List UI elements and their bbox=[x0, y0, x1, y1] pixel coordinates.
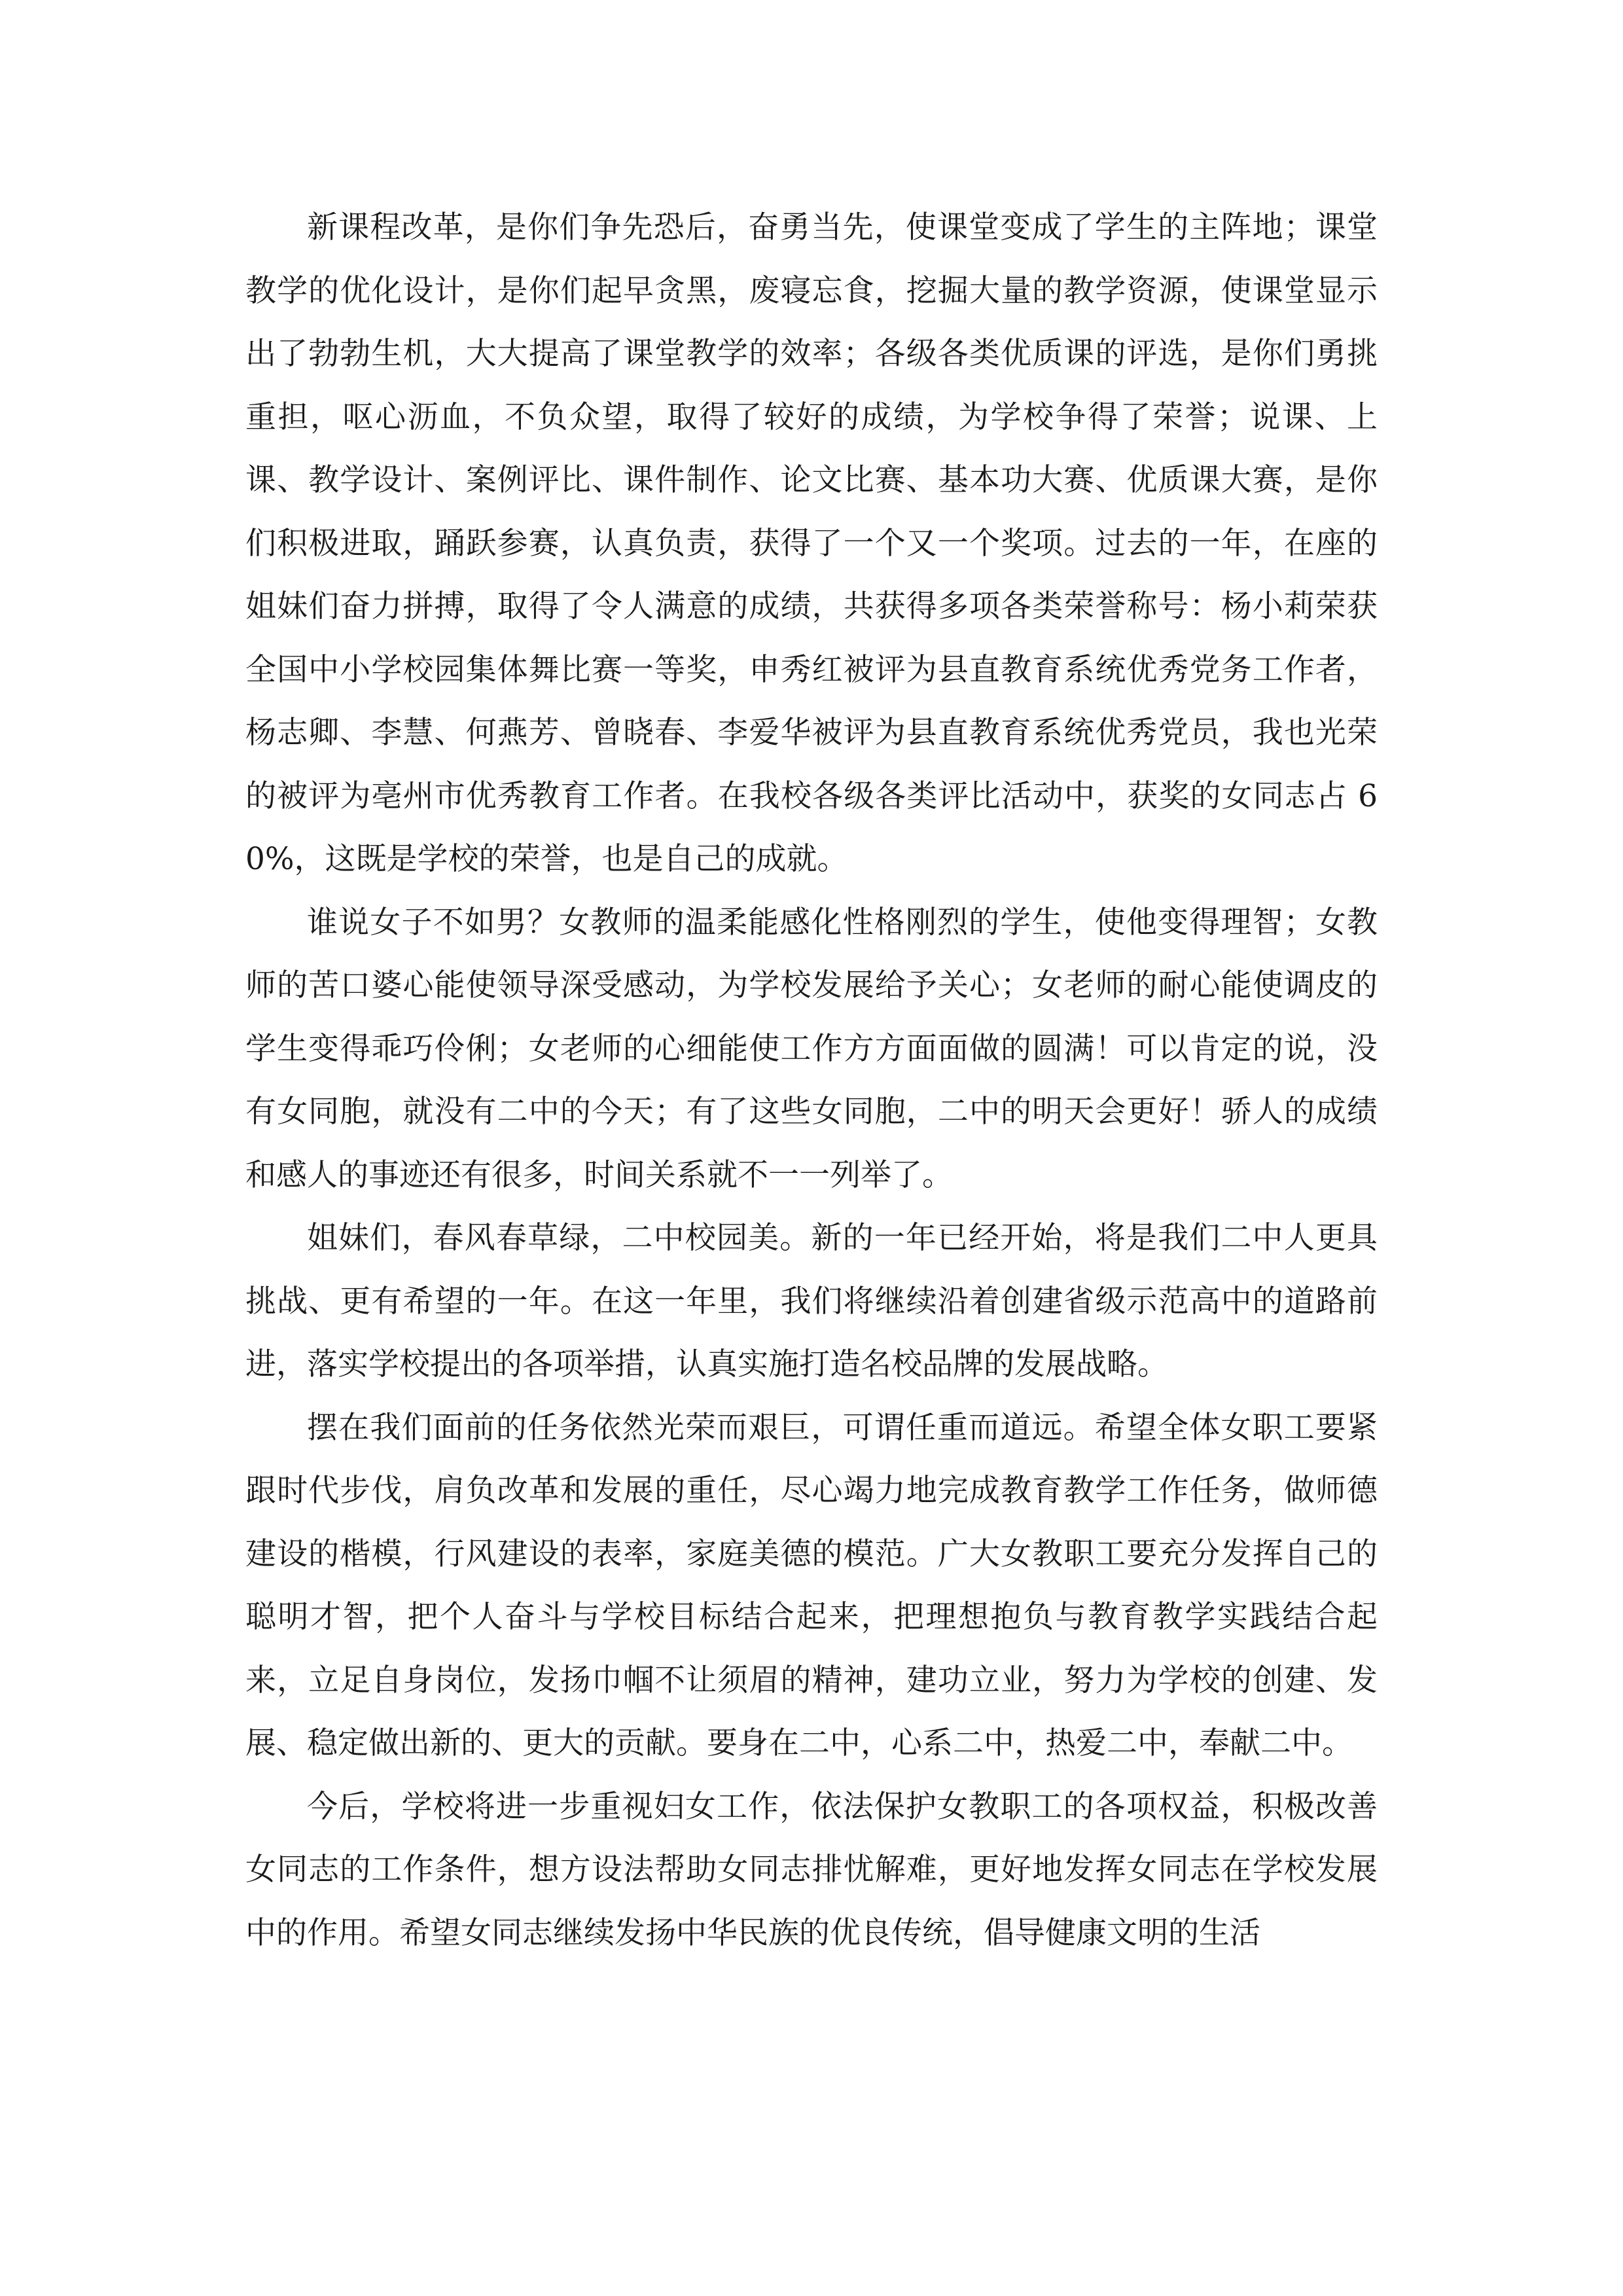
document-body bbox=[245, 196, 1378, 1965]
paragraph-achievements: 新课程改革，是你们争先恐后，奋勇当先，使课堂变成了学生的主阵地；课堂教学的优化设计，是你们起早贪黑，废寝忘食，挖掘大量的教学资源，使课堂显示出了勃勃生机，大大提高了课堂教学的效率；各级各类优质课的评选，是你们勇挑重担，呕心沥血，不负众望，取得了较好的成绩，为学校争得了荣誉；说课、上课、教学设计、案例评比、课件制作、论文比赛、基本功大赛、优质课大赛，是你们积极进取，踊跃参赛，认真负责，获得了一个又一个奖项。过去的一年，在座的姐妹们奋力拼搏，取得了令人满意的成绩，共获得多项各类荣誉称号：杨小莉荣获全国中小学校园集体舞比赛一等奖，申秀红被评为县直教育系统优秀党务工作者，杨志卿、李慧、何燕芳、曾晓春、李爱华被评为县直教育系统优秀党员，我也光荣的被评为亳州市优秀教育工作者。在我校各级各类评比活动中，获奖的女同志占 60%，这既是学校的荣誉，也是自己的成就。 bbox=[245, 209, 1378, 877]
paragraph-future-work: 今后，学校将进一步重视妇女工作，依法保护女教职工的各项权益，积极改善女同志的工作条件，想方设法帮助女同志排忧解难，更好地发挥女同志在学校发展中的作用。希望女同志继续发扬中华民族的优良传统，倡导健康文明的生活 bbox=[245, 1788, 1378, 1951]
paragraph-new-year: 姐妹们，春风春草绿，二中校园美。新的一年已经开始，将是我们二中人更具挑战、更有希望的一年。在这一年里，我们将继续沿着创建省级示范高中的道路前进，落实学校提出的各项举措，认真实施打造名校品牌的发展战略。 bbox=[245, 1220, 1378, 1382]
paragraph-women-teachers: 谁说女子不如男？女教师的温柔能感化性格刚烈的学生，使他变得理智；女教师的苦口婆心能使领导深受感动，为学校发展给予关心；女老师的耐心能使调皮的学生变得乖巧伶俐；女老师的心细能使工作方方面面做的圆满！可以肯定的说，没有女同胞，就没有二中的今天；有了这些女同胞，二中的明天会更好！骄人的成绩和感人的事迹还有很多，时间关系就不一一列举了。 bbox=[245, 904, 1378, 1193]
paragraph-tasks-ahead: 摆在我们面前的任务依然光荣而艰巨，可谓任重而道远。希望全体女职工要紧跟时代步伐，肩负改革和发展的重任，尽心竭力地完成教育教学工作任务，做师德建设的楷模，行风建设的表率，家庭美德的模范。广大女教职工要充分发挥自己的聪明才智，把个人奋斗与学校目标结合起来，把理想抱负与教育教学实践结合起来，立足自身岗位，发扬巾帼不让须眉的精神，建功立业，努力为学校的创建、发展、稳定做出新的、更大的贡献。要身在二中，心系二中，热爱二中，奉献二中。 bbox=[245, 1409, 1378, 1761]
